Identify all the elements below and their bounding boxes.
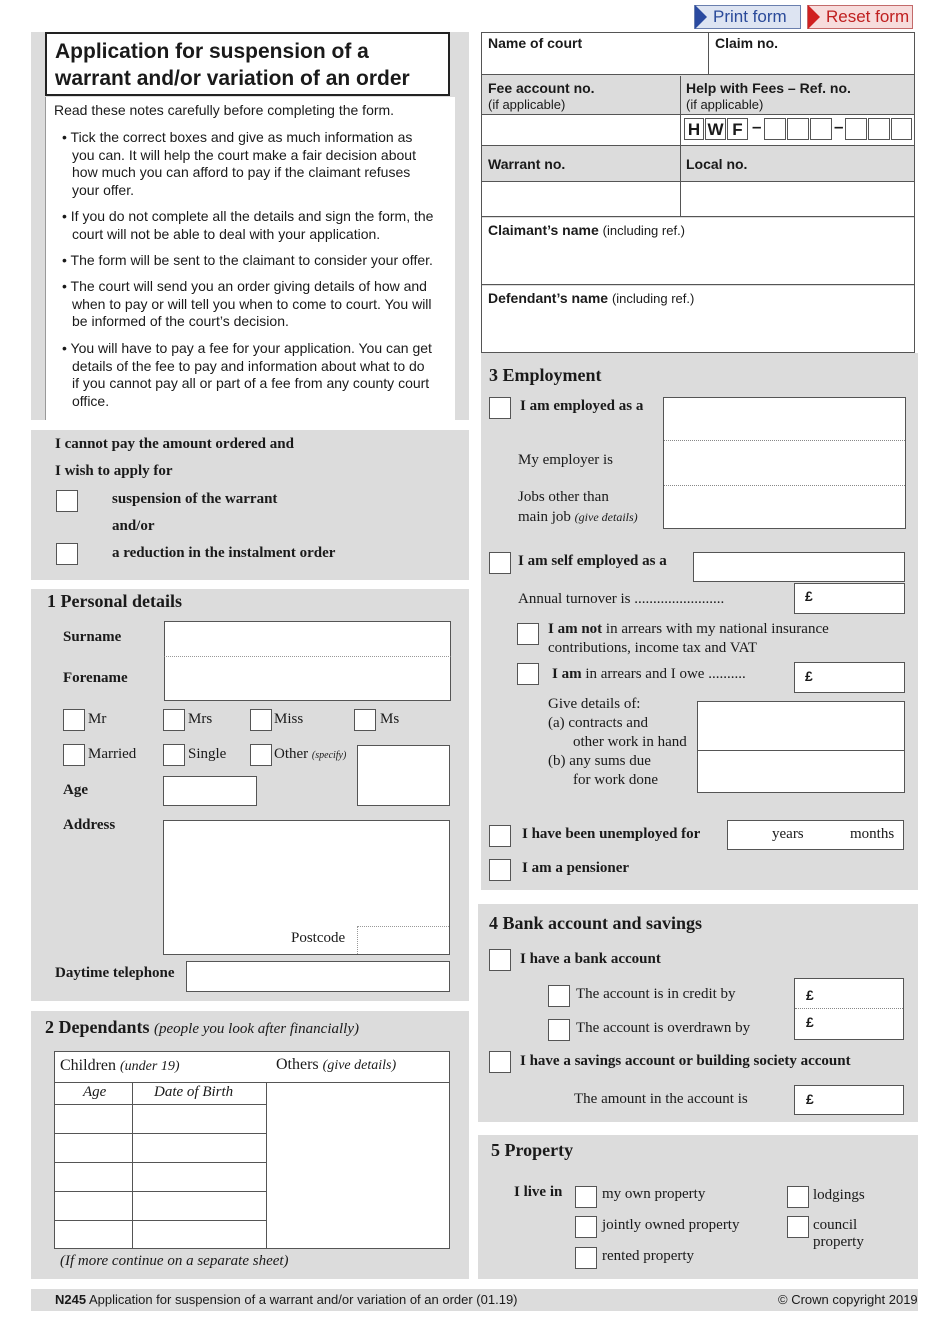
rented-label: rented property bbox=[602, 1248, 695, 1264]
not-arrears-checkbox[interactable] bbox=[517, 623, 539, 645]
credit-checkbox[interactable] bbox=[548, 985, 570, 1007]
single-checkbox[interactable] bbox=[163, 744, 185, 766]
warrant-no-label: Warrant no. bbox=[488, 156, 566, 172]
dependants-table bbox=[54, 1051, 450, 1249]
miss-label: Miss bbox=[274, 711, 304, 727]
mr-checkbox[interactable] bbox=[63, 709, 85, 731]
lodgings-label: lodgings bbox=[813, 1187, 865, 1203]
age-input[interactable] bbox=[163, 776, 257, 806]
mrs-label: Mrs bbox=[188, 711, 213, 727]
arrears-label: I am in arrears and I owe .......... bbox=[552, 666, 746, 682]
surname-input[interactable] bbox=[164, 621, 451, 656]
savings-checkbox[interactable] bbox=[489, 1051, 511, 1073]
hwf-f-cell: F bbox=[727, 118, 748, 140]
note-bullet-1: • Tick the correct boxes and give as much information as you can. It will help the court make a fair decision about how much you can afford to pay if the claimant refuses your offer. bbox=[62, 129, 416, 198]
pensioner-label: I am a pensioner bbox=[522, 860, 630, 876]
unemployed-label: I have been unemployed for bbox=[522, 826, 701, 842]
fee-ifapp-label: (if applicable) bbox=[488, 97, 566, 112]
turnover-pound: £ bbox=[805, 588, 813, 604]
savings-amount-label: The amount in the account is bbox=[574, 1091, 748, 1107]
overdrawn-pound: £ bbox=[806, 1014, 814, 1030]
age-label: Age bbox=[63, 782, 88, 798]
note-bullet-5: • You will have to pay a fee for your application. You can get details of the fee to pay and information about what to do if you cannot pay all or part of a fee from any county court office. bbox=[62, 340, 432, 409]
rented-checkbox[interactable] bbox=[575, 1247, 597, 1269]
surname-label: Surname bbox=[63, 629, 122, 645]
forename-label: Forename bbox=[63, 670, 128, 686]
apply-line1: I cannot pay the amount ordered and bbox=[55, 436, 294, 452]
council-label-1: council bbox=[813, 1217, 858, 1233]
hwf-digit-2[interactable] bbox=[787, 118, 809, 140]
months-label: months bbox=[850, 826, 895, 842]
reset-form-button[interactable]: Reset form bbox=[807, 5, 913, 29]
print-arrow-icon bbox=[695, 5, 707, 29]
bank-account-label: I have a bank account bbox=[520, 951, 661, 967]
jointly-owned-checkbox[interactable] bbox=[575, 1216, 597, 1238]
unemployed-checkbox[interactable] bbox=[489, 825, 511, 847]
hwf-digit-4[interactable] bbox=[845, 118, 867, 140]
employed-checkbox[interactable] bbox=[489, 397, 511, 419]
court-name-label: Name of court bbox=[488, 35, 583, 51]
credit-pound: £ bbox=[806, 987, 814, 1003]
fee-account-input[interactable] bbox=[482, 114, 680, 146]
notes-intro: Read these notes carefully before completing the form. bbox=[54, 102, 395, 118]
other-checkbox[interactable] bbox=[250, 744, 272, 766]
jobs-label-2: main job (give details) bbox=[518, 509, 638, 525]
turnover-label: Annual turnover is ........................ bbox=[518, 591, 725, 607]
overdrawn-label: The account is overdrawn by bbox=[576, 1020, 751, 1036]
personal-heading: 1 Personal details bbox=[47, 591, 182, 611]
dependants-more-note: (If more continue on a separate sheet) bbox=[60, 1253, 289, 1269]
bank-heading: 4 Bank account and savings bbox=[489, 913, 703, 933]
dependant-row-input[interactable] bbox=[55, 1105, 266, 1133]
note-bullet-4: • The court will send you an order giving details of how and when to pay or will tell you when to come to court. You will be informed of the court’s decision. bbox=[62, 278, 432, 329]
hwf-dash-2: – bbox=[834, 117, 844, 136]
overdrawn-checkbox[interactable] bbox=[548, 1019, 570, 1041]
sums-label-1: (b) any sums due bbox=[548, 753, 651, 769]
own-property-label: my own property bbox=[602, 1186, 706, 1202]
savings-pound: £ bbox=[806, 1091, 814, 1107]
married-checkbox[interactable] bbox=[63, 744, 85, 766]
phone-input[interactable] bbox=[186, 961, 450, 992]
ms-label: Ms bbox=[380, 711, 400, 727]
local-no-label: Local no. bbox=[686, 156, 748, 172]
employer-label: My employer is bbox=[518, 452, 613, 468]
warrant-no-input[interactable] bbox=[482, 181, 680, 217]
arrears-pound: £ bbox=[805, 668, 813, 684]
hwf-digit-1[interactable] bbox=[764, 118, 786, 140]
self-employed-checkbox[interactable] bbox=[489, 552, 511, 574]
mr-label: Mr bbox=[88, 711, 107, 727]
hwf-label: Help with Fees – Ref. no. bbox=[686, 80, 851, 96]
footer-copyright: © Crown copyright 2019 bbox=[778, 1292, 918, 1307]
dependants-heading: 2 Dependants (people you look after financially) bbox=[45, 1017, 359, 1037]
postcode-input[interactable] bbox=[357, 926, 449, 954]
hwf-digit-3[interactable] bbox=[810, 118, 832, 140]
not-arrears-label-2: contributions, income tax and VAT bbox=[548, 640, 758, 656]
children-header: Children (under 19) bbox=[60, 1057, 180, 1074]
apply-line2: I wish to apply for bbox=[55, 463, 173, 479]
hwf-w-cell: W bbox=[705, 118, 726, 140]
pensioner-checkbox[interactable] bbox=[489, 859, 511, 881]
jointly-owned-label: jointly owned property bbox=[602, 1217, 740, 1233]
other-label: Other (specify) bbox=[274, 746, 347, 762]
contracts-label-1: (a) contracts and bbox=[548, 715, 648, 731]
single-label: Single bbox=[188, 746, 227, 762]
fee-account-label: Fee account no. bbox=[488, 80, 595, 96]
credit-label: The account is in credit by bbox=[576, 986, 736, 1002]
footer-form-text: N245 Application for suspension of a warrant and/or variation of an order (01.19) bbox=[55, 1292, 518, 1307]
own-property-checkbox[interactable] bbox=[575, 1186, 597, 1208]
print-form-button[interactable]: Print form bbox=[694, 5, 801, 29]
other-specify-input[interactable] bbox=[357, 745, 450, 806]
savings-label: I have a savings account or building society account bbox=[520, 1053, 851, 1069]
reset-arrow-icon bbox=[808, 5, 820, 29]
mrs-checkbox[interactable] bbox=[163, 709, 185, 731]
claimant-name-label: Claimant’s name (including ref.) bbox=[488, 222, 686, 238]
others-details-input[interactable] bbox=[267, 1083, 450, 1249]
suspension-label: suspension of the warrant bbox=[112, 491, 278, 507]
give-details-label: Give details of: bbox=[548, 696, 641, 712]
hwf-digit-5[interactable] bbox=[868, 118, 890, 140]
form-title: Application for suspension of a warrant and/or variation of an order bbox=[45, 32, 450, 96]
others-header: Others (give details) bbox=[276, 1056, 397, 1073]
hwf-h-cell: H bbox=[684, 118, 704, 140]
forename-input[interactable] bbox=[164, 656, 451, 701]
bank-account-checkbox[interactable] bbox=[489, 949, 511, 971]
sums-label-2: for work done bbox=[573, 772, 658, 788]
hwf-ifapp-label: (if applicable) bbox=[686, 97, 764, 112]
self-employed-label: I am self employed as a bbox=[518, 553, 667, 569]
sums-due-input[interactable] bbox=[697, 750, 905, 793]
hwf-digit-6[interactable] bbox=[891, 118, 912, 140]
andor-label: and/or bbox=[112, 518, 155, 534]
miss-checkbox[interactable] bbox=[250, 709, 272, 731]
contracts-label-2: other work in hand bbox=[573, 734, 687, 750]
address-label: Address bbox=[63, 817, 116, 833]
married-label: Married bbox=[88, 746, 137, 762]
council-label-2: property bbox=[813, 1234, 864, 1250]
postcode-label: Postcode bbox=[291, 930, 346, 946]
lodgings-checkbox[interactable] bbox=[787, 1186, 809, 1208]
claim-no-label: Claim no. bbox=[715, 35, 779, 51]
note-bullet-3: • The form will be sent to the claimant to consider your offer. bbox=[62, 252, 433, 268]
employed-details-input[interactable] bbox=[663, 397, 906, 529]
jobs-label-1: Jobs other than bbox=[518, 489, 609, 505]
dob-col-header: Date of Birth bbox=[154, 1084, 234, 1100]
age-col-header: Age bbox=[83, 1084, 107, 1100]
employment-heading: 3 Employment bbox=[489, 365, 602, 385]
ms-checkbox[interactable] bbox=[354, 709, 376, 731]
hwf-dash-1: – bbox=[752, 117, 762, 136]
suspension-checkbox[interactable] bbox=[56, 490, 78, 512]
council-checkbox[interactable] bbox=[787, 1216, 809, 1238]
arrears-checkbox[interactable] bbox=[517, 663, 539, 685]
reduction-checkbox[interactable] bbox=[56, 543, 78, 565]
employed-label: I am employed as a bbox=[520, 398, 644, 414]
defendant-name-label: Defendant’s name (including ref.) bbox=[488, 290, 695, 306]
note-bullet-2: • If you do not complete all the details and sign the form, the court will not be able to deal with your application. bbox=[62, 208, 434, 242]
phone-label: Daytime telephone bbox=[55, 965, 175, 981]
reduction-label: a reduction in the instalment order bbox=[112, 545, 336, 561]
years-label: years bbox=[772, 826, 804, 842]
property-heading: 5 Property bbox=[491, 1140, 574, 1160]
contracts-input[interactable] bbox=[697, 701, 905, 751]
live-in-label: I live in bbox=[514, 1184, 563, 1200]
not-arrears-label: I am not in arrears with my national insurance bbox=[548, 621, 829, 637]
local-no-input[interactable] bbox=[681, 181, 914, 217]
self-employed-input[interactable] bbox=[693, 552, 905, 582]
